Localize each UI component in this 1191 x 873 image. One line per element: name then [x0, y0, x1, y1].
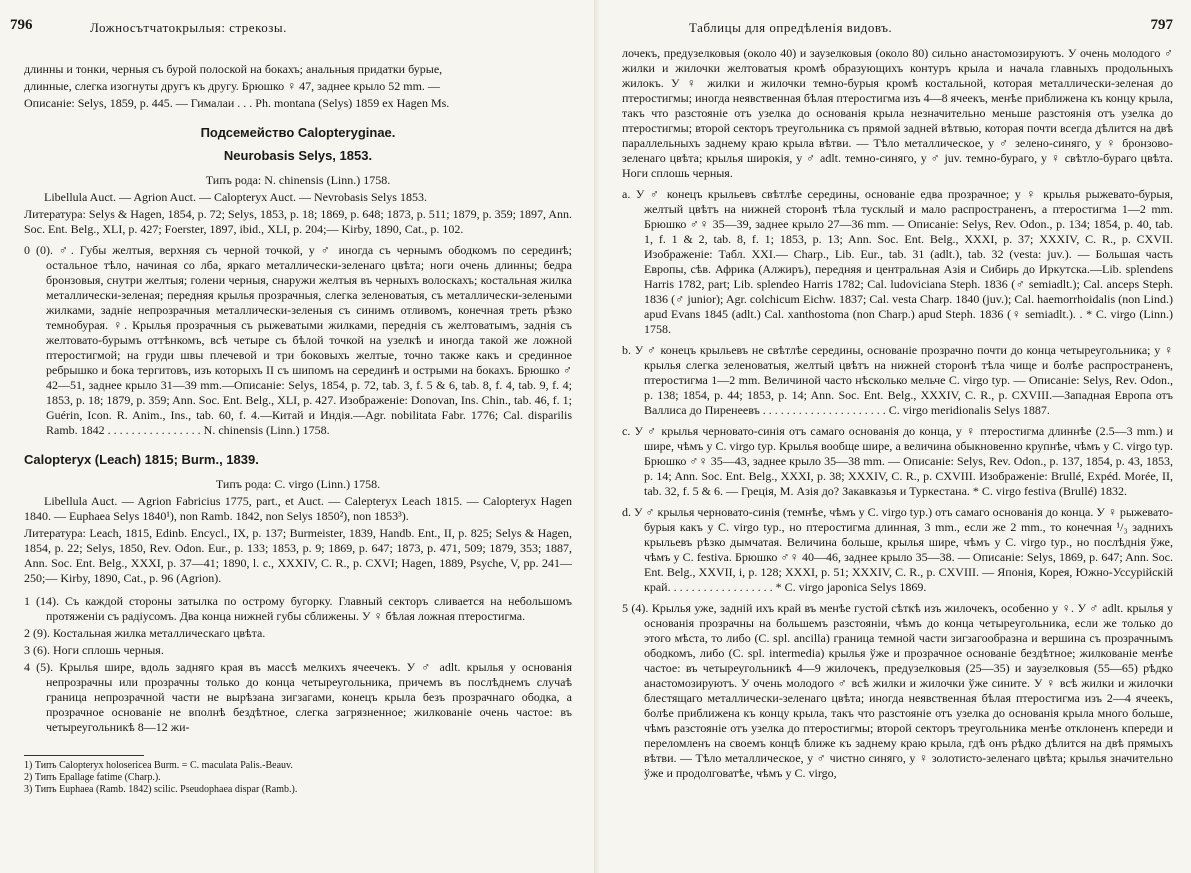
opening-line: Описаніе: Selys, 1859, p. 445. — Гималаи . . . Ph. montana (Selys) 1859 ex Hagen Ms.: [24, 96, 450, 110]
footnote: 3) Типъ Euphaea (Ramb. 1842) scilic. Pseudophaea dispar (Ramb.).: [24, 784, 298, 795]
key-couplet-5: 5 (4). Крылья уже, задній ихъ край въ менѣе густой сѣткѣ изъ жилочекъ, особенно у ♀. У ♂ adlt. крылья у основанія прозрачны на большемъ разстояніи, чѣмъ до конца четыреугольника, если же только до этого мѣста, то либо (C. spl. ancilla) граница темной части зигзагообразна и вершина съ прозрачнымъ ободкомъ, либо (C. spl. intermedia) крылья ўже и прозрачное основаніе бездѣтное; жилкованіе менѣе частое: въ четыреугольникѣ 4—9 жилочекъ, предузелковыя (25—35) и заузелковыя (55—65) рѣдко анастомозируютъ. У очень молодого ♂ всѣ жилки и жилочки ўже сините. У ♀ всѣ жилки и жилочки блестящаго металлически-зеленаго цвѣта; иногда неявственная бѣлая птеростигма изъ 2—4 ячеекъ, болѣе приближена къ концу крыла, такъ что разстояніе отъ узелка до основанія крыла много больше, чѣмъ разстояніе отъ узелка до птеростигмы; второй секторъ треугольника менѣе отклоненъ кпереди и переломленъ на своемъ концѣ ближе къ заднему краю крыла, гдѣ онъ рѣдко дѣлится на двѣ прямыхъ вѣтви. — Тѣло металлическое, у ♂ чистно синяго, у ♀ золотисто-зеленаго цвѣта; крылья значительно ўже и продолговатѣе, чѣмъ у C. virgo,: [622, 601, 1173, 780]
left-running-head: [0, 0, 590, 40]
left-running-title: Ложносътчатокрылыя: стрекозы.: [90, 20, 287, 35]
footnote-divider: [24, 755, 144, 756]
left-page: [0, 0, 590, 873]
genus-type-line: Типъ рода: C. virgo (Linn.) 1758.: [215, 477, 381, 491]
key-couplet: 1 (14). Съ каждой стороны затылка по острому бугорку. Главный секторъ сливается на небольшомъ протяженіи съ радіусомъ. Два конца нижней губы сближены. У ♀ бѣлая ложная птеростигма.: [24, 594, 572, 623]
variety-entry-b: b. У ♂ конецъ крыльевъ не свѣтлѣе середины, основаніе прозрачно почти до конца четыреугольника; у ♀ крылья слегка зеленоватыя, желтый цвѣтъ на нижней сторонѣ тѣла чище и болѣе распространенъ, птеростигма 1—2 mm. Величиной часто нѣсколько мельче C. virgo typ. — Описаніе: Selys, Rev. Odon., p. 138; 1854, p. 44; 1853, p. 14; Ann. Soc. Ent. Belg., XXXIV, C. R., p. CXVIII.—Западная Европа отъ Валлиса до Пиренеевъ . . . . . . . . . . . . . . . . . . . . . C. virgo meridionalis Selys 1887.: [622, 343, 1173, 417]
variety-entry-a: a. У ♂ конецъ крыльевъ свѣтлѣе середины, основаніе едва прозрачное; у ♀ крылья рыжевато-бурыя, желтый цвѣтъ на нижней сторонѣ тѣла тусклый и мало распространенъ, а птеростигма 1—2 mm. Брюшко ♂♀ 35—39, заднее крыло 27—36 mm. — Описаніе: Selys, Rev. Odon., p. 134; 1854, p. 40, tab. 1, f. 1 & 2, tab. 8, f. 1; 1853, p. 13; Ann. Soc. Ent. Belg., XXXI, p. 37; XXXIV, C. R., p. CXVII. Изображеніе: Табл. XXI.— Charp., Lib. Eur., tab. 31 (adlt.), tab. 32 (vesta: juv.). — Большая часть Европы, сѣв. Африка (Алжиръ), передняя и центральная Азія и Сибирь до Иркутска.—Lib. splendens Harris 1782, part; Lib. splendeo Harris 1782; Cal. ludoviciana Steph. 1836 (♂ semiadlt.); Cal. anceps Steph. 1836 (♂ junior); Agr. colchicum Eichw. 1837; Cal. vesta Charp. 1840 (juv.); Cal. haemorrhoidalis (non Lind.) apud Evans 1845 (adlt.) Cal. xanthostoma (non Charp.) apud Steph. 1836 (♀ semiadlt.). . * C. virgo (Linn.) 1758.: [622, 187, 1173, 336]
right-page-number: 797: [1150, 17, 1173, 33]
subfamily-heading: Подсемейство Calopteryginae.: [200, 125, 396, 140]
genus-synonyms: Libellula Auct. — Agrion Fabricius 1775, part., et Auct. — Calepteryx Leach 1815. — Calopteryx Hagen 1840. — Euphaea Selys 1840¹), non Ramb. 1842, non Selys 1850²), non 1853³).: [24, 494, 572, 523]
right-running-head: [604, 0, 1191, 40]
opening-line: длинные, слегка изогнуты другъ къ другу. Брюшко ♀ 47, заднее крыло 52 mm. —: [24, 79, 440, 93]
genus-heading-neurobasis: Neurobasis Selys, 1853.: [223, 148, 373, 163]
continuation-paragraph: лочекъ, предузелковыя (около 40) и заузелковыя (около 80) сильно анастомозируютъ. У очень молодого ♂ жилки и жилочки желтоватыя кромѣ образующихъ контуръ крыла и начала главныхъ продольныхъ жилокъ. У ♀ жилки и жилочки темно-бурыя кромѣ костальной, которая металлически-зеленая до птеростигмы; иногда неявственная бѣлая птеростигма изъ 4—8 ячеекъ, менѣе приближена къ концу крыла, такъ что разстояніе отъ узелка до основанія крыла незначительно меньше разстоянія отъ узелка до птеростигмы; второй секторъ треугольника съ прямой задней вѣтвью, которая почти всегда дѣлится на двѣ параллельныхъ заднему краю крыла вѣтви. — Тѣло металлическое, у ♂ зелено-синяго, у ♀ бронзово-зеленаго цвѣта; крылья широкія, у ♂ adlt. темно-синяго, у ♂ juv. темно-бураго, у ♀ свѣтло-бураго цвѣта. Ноги сплошь черныя.: [622, 46, 1173, 180]
footnote: 1) Типъ Calopteryx holosericea Burm. = C. maculata Palis.-Beauv.: [24, 760, 293, 771]
left-page-content: [0, 62, 590, 796]
genus-literature: Литература: Leach, 1815, Edinb. Encycl., IX, p. 137; Burmeister, 1839, Handb. Ent., II, p. 825; Selys & Hagen, 1854, p. 22; Selys, 1850, Rev. Odon. Eur., p. 133; 1853, p. 9; 1869, p. 647; 1873, p. 471, 509; 1879, 353; 1887, Ann. Soc. Ent. Belg., XXXI, p. 37—41; 1890, l. c., XXXIV, C. R., p. CXVI; Hagen, 1889, Psyche, V, pp. 241—250;— Kirby, 1890, Cat., p. 96 (Agrion).: [24, 526, 572, 585]
genus-heading-calopteryx: Calopteryx (Leach) 1815; Burm., 1839.: [24, 452, 259, 467]
genus-type-line: Типъ рода: N. chinensis (Linn.) 1758.: [205, 173, 391, 187]
species-entry-chinensis: 0 (0). ♂. Губы желтыя, верхняя съ черной точкой, у ♂ иногда съ чернымъ ободкомъ по серединѣ; остальное тѣло, начиная со лба, яркаго металлически-зеленаго цвѣта; ноги очень длинны; бедра бронзовыя, снутри желтыя; голени черныя, снаружи желтыя въ черныхъ волоскахъ; костальная жилка металлически-зеленая; передняя крылья прозрачныя, слегка зеленоватыя, съ металлически-зелеными жилками, задніе непрозрачныя металлически-зеленыя съ синимъ отливомъ, конечная треть рѣзко темнобурая. ♀. Крылья прозрачныя съ рыжеватыми жилками, переднія съ желтоватымъ, заднія съ желтовато-бурымъ оттѣнкомъ, всѣ четыре съ бѣлой точкой на узелкѣ и иногда такой же ложной птеростигмой; на груди швы плечевой и три боковыхъ желтые, точно также какъ и срединное ребрышко и бока тергитовъ, изъ которыхъ II съ шипомъ на серединѣ и острыми на бокахъ. Брюшко ♂ 42—51, заднее крыло 31—39 mm.—Описаніе: Selys, 1854, p. 72, tab. 3, f. 5 & 6, tab. 8, f. 4, tab. 9, f. 4; 1853, p. 18; 1879, p. 359; Ann. Soc. Ent. Belg., XLI, p. 427. Изображеніе: Donovan, Ins. Chin., tab. 46, f. 1; Guérin, Icon. R. Anim., Ins., tab. 60, f. 4.—Китай и Индія.—Agr. nobilitata Fabr. 1776; Cal. disparilis Ramb. 1842 . . . . . . . . . . . . . . . . N. chinensis (Linn.) 1758.: [24, 243, 572, 437]
left-page-number: 796: [10, 17, 33, 33]
variety-entry-c: c. У ♂ крылья черновато-синія отъ самаго основанія до конца, у ♀ птеростигма длиннѣе (2.5—3 mm.) и шире, чѣмъ у C. virgo typ. Крылья вообще шире, а величина обыкновенно крупнѣе, чѣмъ у C. virgo typ. Брюшко ♂♀ 35—43, заднее крыло 35—38 mm. — Описаніе: Selys, Rev. Odon., p. 137, 1854, p. 43, 1853, p. 14; Ann. Soc. Ent. Belg., XXXI, p. 38; XXXIV, C. R., p. CXVIII. Изображеніе: Brullé, Expéd. Morée, II, tab. 32, f. 5 & 6. — Греція, М. Азія до? Закавказья и Туркестана. * C. virgo festiva (Brullé) 1832.: [622, 424, 1173, 498]
key-couplet: 3 (6). Ноги сплошь черныя.: [24, 643, 164, 657]
book-gutter: [594, 0, 600, 873]
right-running-title: Таблицы для опредѣленія видовъ.: [689, 20, 893, 35]
key-couplet: 4 (5). Крылья шире, вдоль задняго края въ массѣ мелкихъ ячеечекъ. У ♂ adlt. крылья у основанія непрозрачны или прозрачны только до конца четыреугольника, причемъ въ послѣднемъ случаѣ граница непрозрачной части не вырѣзана зигзагами, конецъ крыла безъ прозрачнаго ободка, а прозрачное основаніе не вполнѣ бездѣтное, слегка загрязненное; жилкованіе очень частое: въ четыреугольникѣ 8—12 жи-: [24, 660, 572, 734]
genus-synonyms: Libellula Auct. — Agrion Auct. — Calopteryx Auct. — Nevrobasis Selys 1853.: [44, 190, 427, 204]
opening-line: длинны и тонки, черныя съ бурой полоской на бокахъ; анальныя придатки бурые,: [24, 62, 443, 76]
right-page-content: [604, 46, 1191, 783]
key-couplet: 2 (9). Костальная жилка металлическаго цвѣта.: [24, 626, 266, 640]
genus-literature: Литература: Selys & Hagen, 1854, p. 72; Selys, 1853, p. 18; 1869, p. 648; 1873, p. 511; 1879, p. 359; 1897, Ann. Soc. Ent. Belg., XLI, p. 427; Foerster, 1897, ibid., XLI, p. 204;— Kirby, 1890, Cat., p. 102.: [24, 207, 572, 236]
variety-entry-d: d. У ♂ крылья черновато-синія (темнѣе, чѣмъ у C. virgo typ.) отъ самаго основанія до конца. У ♀ рыжевато-бурыя какъ у C. virgo typ., но птеростигма длинная, 3 mm., если же 2 mm., то конечная ¹/₃ заднихъ крыльевъ рѣзко дымчатая. Величина больше, крылья шире, чѣмъ у C. virgo typ., но послѣднія ўже, чѣмъ у C. festiva. Брюшко ♂♀ 40—46, заднее крыло 35—38. — Описаніе: Selys, 1869, p. 647; Ann. Soc. Ent. Belg., XXVII, i, p. 128; XXXI, p. 51; XXXIV, C. R., p. CXVIII. — Японія, Корея, Южно-Уссурійскій край. . . . . . . . . . . . . . . . . . * C. virgo japonica Selys 1869.: [622, 505, 1173, 594]
right-page: [604, 0, 1191, 873]
footnote: 2) Типъ Epallage fatime (Charp.).: [24, 772, 161, 783]
